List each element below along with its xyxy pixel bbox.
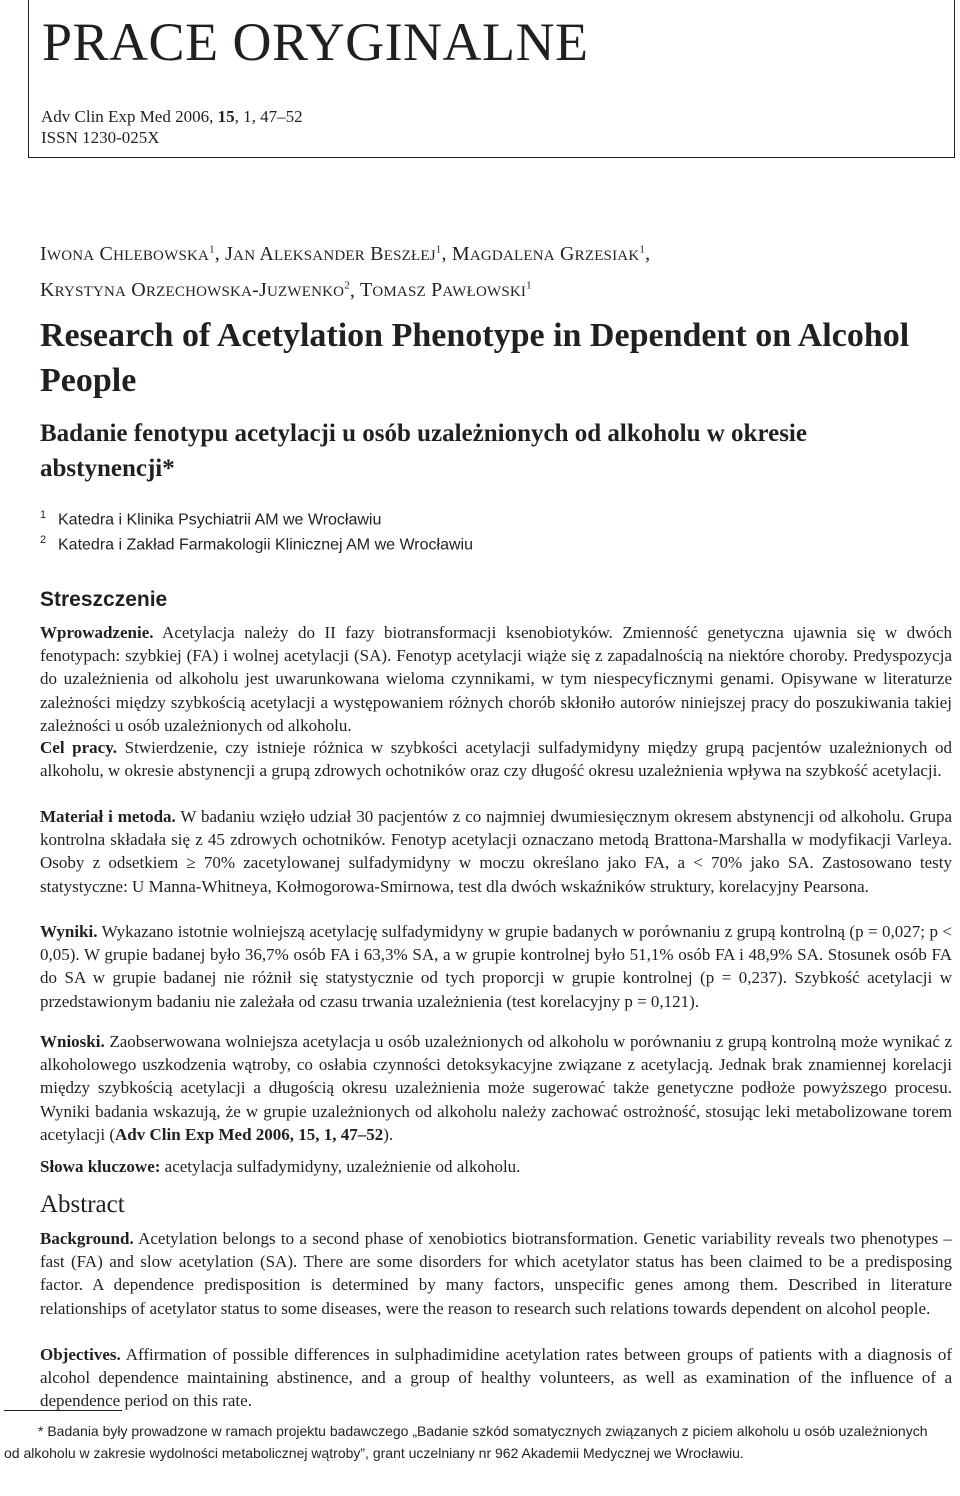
author-affiliation-marker: 1	[435, 243, 442, 255]
citation-part: 1	[243, 107, 252, 126]
author-name: IWONA CHLEBOWSKA$^1$	[40, 242, 215, 265]
author-affiliation-marker: 1	[526, 279, 532, 292]
paragraph-text: Stwierdzenie, czy istnieje różnica w szybkości acetylacji sulfadymidyny między grupą pacjentów uzależnionych od alkoholu, w okresie abstynencji a grupą zdrowych ochotników oraz czy długość okresu uzależnienia wpływa na szybkość acetylacji.	[40, 738, 953, 781]
author-name: JAN ALEKSANDER BESZŁEJ$^1$	[225, 242, 442, 265]
author-name: KRYSTYNA ORZECHOWSKA-JUZWENKO$^2$	[40, 279, 350, 302]
author-name: MAGDALENA GRZESIAK$^1$	[451, 242, 646, 265]
paragraph-label: Wnioski.	[40, 1032, 105, 1051]
affiliation-text: Katedra i Zakład Farmakologii Klinicznej AM we Wrocławiu	[58, 536, 473, 554]
paragraph-text: Wykazano istotnie wolniejszą acetylację sulfadymidyny w grupie badanych w porównaniu z grupą kontrolną (p = 0,027; p < 0,05). W grupie badanej było 36,7% osób FA i 63,3% SA, a w grupie kontrolnej było 51,1% osób FA i 48,9% SA. Stosunek osób FA do SA w grupie badanej nie różnił się statystycznie od tych proporcji w grupie kontrolnej (p = 0,237). Szybkość acetylacji w przedstawionym badaniu nie zależała od czasu trwania uzależnienia (test korelacyjny p = 0,121).	[40, 922, 952, 1011]
article-title-en: Research of Acetylation Phenotype in Dependent on Alcohol People	[40, 317, 910, 399]
streszczenie-cel	[40, 736, 952, 782]
abstract-background	[40, 1227, 952, 1320]
streszczenie-wyniki	[40, 920, 952, 1013]
affiliation-1	[40, 505, 940, 530]
keywords	[40, 1155, 952, 1178]
issn-line: ISSN 1230-025X	[41, 128, 160, 147]
abstract-heading: Abstract	[40, 1191, 125, 1218]
paragraph-end: ).	[383, 1124, 394, 1144]
paragraph-label: Cel pracy.	[40, 738, 118, 757]
journal-citation-line: Adv Clin Exp Med 2006, 15, 1, 47–52	[41, 107, 303, 126]
citation-part: Adv Clin Exp Med 2006	[41, 107, 210, 126]
paragraph-label: Wprowadzenie.	[40, 623, 154, 642]
page-header-box	[28, 0, 955, 158]
affiliation-number: 2	[40, 534, 47, 546]
footnote: * Badania były prowadzone w ramach projektu badawczego „Badanie szkód somatycznych związanych z piciem alkoholu u osób uzależnionych od alkoholu w zakresie wydolności metabolicznej wątroby”, grant uczelniany nr 962 Akademii Medycznej we Wrocławiu.	[4, 1423, 928, 1461]
paragraph-text: W badaniu wzięło udział 30 pacjentów z co najmniej dwumiesięcznym okresem abstynencji od alkoholu. Grupa kontrolna składała się z 45 zdrowych ochotników. Fenotyp acetylacji oznaczano metodą Brattona-Marshalla w modyfikacji Varleya. Osoby z odsetkiem ≥ 70% zacetylowanej sulfadymidyny w moczu określano jako FA, a < 70% jako SA. Zastosowano testy statystyczne: U Manna-Whitneya, Kołmogorowa-Smirnowa, test dla dwóch wskaźników struktury, korelacyjny Pearsona.	[40, 807, 952, 896]
footnote-rule	[4, 1410, 122, 1411]
affiliation-text: Katedra i Klinika Psychiatrii AM we Wrocławiu	[58, 511, 382, 529]
paragraph-text: Acetylacja należy do II fazy biotransformacji ksenobiotyków. Zmienność genetyczna ujawnia się w dwóch fenotypach: szybkiej (FA) i wolnej acetylacji (SA). Fenotyp acetylacji wiąże się z zapadalnością na niektóre choroby. Predyspozycja do uzależnienia od alkoholu jest uwarunkowana wieloma czynnikami, w tym niespecyficznymi genami. Opisywane w literaturze zależności między szybkością acetylacji a występowaniem różnych chorób skłoniło autorów niniejszej pracy do poszukiwania takiej zależności u osób uzależnionych od alkoholu.	[40, 623, 953, 735]
streszczenie-heading: Streszczenie	[40, 588, 168, 611]
affiliation-2	[40, 530, 940, 555]
abstract-objectives	[40, 1343, 952, 1413]
paragraph-label: Wyniki.	[40, 922, 98, 941]
streszczenie-wnioski	[40, 1030, 952, 1146]
author-name: TOMASZ PAWŁOWSKI$^1$	[359, 279, 532, 302]
paragraph-label: Materiał i metoda.	[40, 807, 176, 826]
citation-part: 47–52	[260, 107, 303, 126]
paragraph-text: Affirmation of possible differences in sulphadimidine acetylation rates between groups of patients with a diagnosis of alcohol dependence maintaining abstinence, and a group of healthy volunteers, as well as examination of the influence of a dependence period on this rate.	[40, 1345, 952, 1411]
article-title-pl: Badanie fenotypu acetylacji u osób uzależnionych od alkoholu w okresie abstynencji*	[40, 420, 807, 482]
author-affiliation-marker: 1	[209, 243, 215, 255]
section-heading: PRACE ORYGINALNE	[42, 12, 589, 72]
streszczenie-wprowadzenie	[40, 621, 952, 737]
author-affiliation-marker: 1	[639, 243, 646, 255]
paragraph-label: Background.	[40, 1229, 134, 1248]
author-list: IWONA CHLEBOWSKA$^1$, JAN ALEKSANDER BESZŁEJ$^1$, MAGDALENA GRZESIAK$^1$, KRYSTYNA ORZECHOWSKA-JUZWENKO$^2$, TOMASZ PAWŁOWSKI$^1$	[40, 242, 651, 302]
affiliation-number: 1	[40, 509, 47, 521]
streszczenie-material	[40, 805, 952, 898]
citation-part: 15	[217, 107, 235, 126]
journal-info	[41, 106, 303, 148]
author-affiliation-marker: 2	[344, 279, 350, 292]
paragraph-text: Acetylation belongs to a second phase of xenobiotics biotransformation. Genetic variability reveals two phenotypes – fast (FA) and slow acetylation (SA). There are some disorders for which acetylator status has been claimed to be a predisposing factor. A dependence predisposition is determined by many factors, unspecific genes among them. Described in literature relationships of acetylator status to some diseases, were the reason to research such relations towards dependent on alcohol people.	[40, 1229, 953, 1318]
paragraph-text: Zaobserwowana wolniejsza acetylacja u osób uzależnionych od alkoholu w porównaniu z grupą kontrolną może wynikać z alkoholowego uszkodzenia wątroby, co osłabia czynności detoksykacyjne związane z acetylacją. Jednak brak znamiennej korelacji między szybkością acetylacji a długością okresu uzależnienia może sugerować także genetyczne podłoże powyższego procesu. Wyniki badania wskazują, że w grupie uzależnionych od alkoholu należy zachować ostrożność, stosując leki metabolizowane torem acetylacji (	[40, 1032, 953, 1144]
keywords-text: acetylacja sulfadymidyny, uzależnienie od alkoholu.	[164, 1157, 521, 1176]
citation: Adv Clin Exp Med 2006, 15, 1, 47–52	[115, 1124, 384, 1144]
keywords-label: Słowa kluczowe:	[40, 1157, 161, 1176]
paragraph-label: Objectives.	[40, 1345, 121, 1364]
